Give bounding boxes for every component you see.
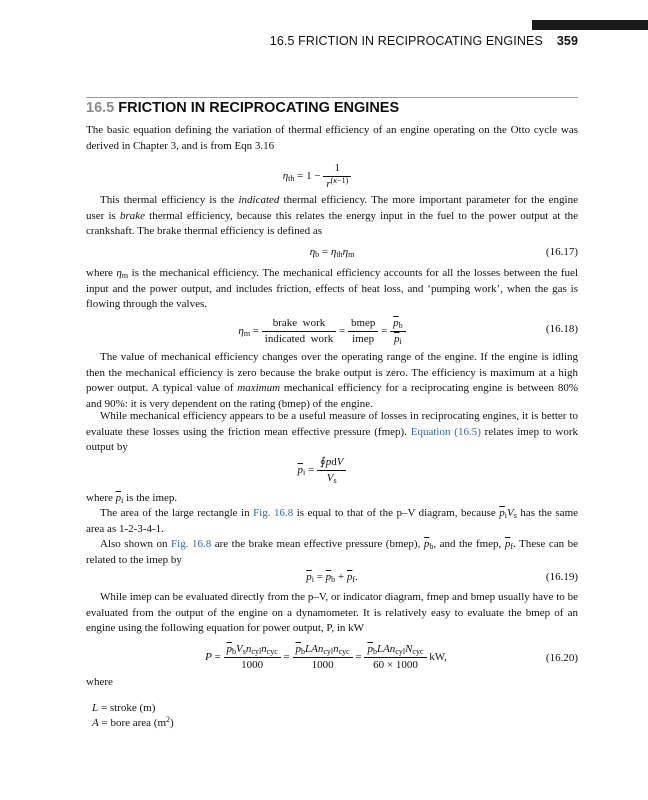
paragraph-7-text-c: has the same area as 1-2-3-4-1. [86,507,579,535]
equation-tag-16-18: (16.18) [545,323,578,335]
equation-16-5-link[interactable]: Equation (16.5) [410,425,481,438]
paragraph-7-text-a: The area of the large rectangle in [100,507,254,519]
paragraph-3-text-b: is the mechanical efficiency. The mechanical efficiency accounts for all the losses between the fuel input and the power output, and includes friction, effects of heat loss, and ‘pumping work’, when the gas is flowing through the valves. [86,267,578,311]
paragraph-3-text-a: where [86,267,117,279]
denominator-3: 60 × 1000 [373,659,418,671]
paragraph-2 [86,193,578,240]
paragraph-2-emph-b: brake [119,209,145,222]
paragraph-6-text-a: where [86,492,116,504]
equation-tag-16-19: (16.19) [545,571,578,583]
equation-tag-16-17: (16.17) [545,246,578,258]
paragraph-2-text-b: thermal efficiency. The more important parameter for the engine user is [86,194,579,222]
paragraph-4-text-a: The value of mechanical efficiency changes over the operating range of the engine. If the engine is idling then the mechanical efficiency is zero because the brake output is zero. The efficiency is maximum at a high power output. A typical value of [86,351,578,395]
paragraph-6-text-b: is the imep. [123,492,178,504]
brake-work: brake work [262,317,336,332]
fig-16-8-link-a[interactable]: Fig. 16.8 [253,507,294,519]
section-number: 16.5 [86,100,115,116]
paragraph-9-text: While imep can be evaluated directly from the p–V, or indicator diagram, fmep and bmep usually have to be evaluated from the output of the engine on a dynamometer. It is relatively easy to evaluate the bmep of an engine using the following equation for power output, P, in kW [86,591,578,635]
where-text: where [86,676,113,688]
paragraph-8-text-a: Also shown on [100,538,172,550]
paragraph-7: The area of the large rectangle in Fig. 16.8 is equal to that of the p–V diagram, because $\overline{p}_iV_s$ has the same area as 1-2-3-4-1. [86,507,579,535]
page-number: 359 [556,34,578,48]
paragraph-2-emph-a: indicated [238,194,280,206]
paragraph-8-text-c: , and the fmep, [433,538,505,550]
def-l: L = stroke (m) [92,702,156,714]
paragraph-4 [86,350,578,412]
imep: imep [352,333,375,345]
unit-kw: kW, [429,651,447,664]
paragraph-5-text-b: relates imep to work output by [86,425,578,454]
paragraph-7-text-b: is equal to that of the p–V diagram, because [293,507,500,519]
definition-list [92,701,174,731]
section-rule [86,97,578,98]
header-bar [532,20,648,30]
paragraph-3: where $\eta_m$ is the mechanical efficiency. The mechanical efficiency accounts for all the losses between the fuel input and the power output, and includes friction, effects of heat loss, and ‘pumping work’, when the gas is flowing through the valves. [86,267,578,311]
paragraph-8: Also shown on Fig. 16.8 are the brake mean effective pressure (bmep), $\overline{p}_b$, and the fmep, $\overline{p}_f$. These can be related to the imep by [86,538,578,566]
section-title: FRICTION IN RECIPROCATING ENGINES [118,100,400,116]
denominator-2: 1000 [311,659,334,671]
def-a-text: bore area (m [110,717,167,729]
paragraph-8-text-b: are the brake mean effective pressure (bmep), [211,538,424,550]
fig-16-8-link-b[interactable]: Fig. 16.8 [171,538,212,550]
running-head [0,34,578,48]
running-head-title: 16.5 FRICTION IN RECIPROCATING ENGINES [269,34,543,48]
bmep: bmep [348,317,378,332]
paragraph-1-text: The basic equation defining the variation of thermal efficiency of an engine operating on the Otto cycle was derived in Chapter 3, and is from Eqn 3.16 [86,124,578,152]
paragraph-4-emph: maximum [237,382,281,395]
equation-tag-16-20: (16.20) [545,652,578,664]
paragraph-5 [86,409,578,456]
paragraph-9 [86,590,578,637]
def-l-text: stroke (m) [109,702,156,714]
paragraph-1 [86,123,578,154]
indicated-work: indicated work [264,333,334,345]
section-heading [86,100,399,116]
where-label [86,675,578,691]
paragraph-2-text-a: This thermal efficiency is the [100,194,239,206]
paragraph-5-text-a: While mechanical efficiency appears to be a useful measure of losses in reciprocating engines, it is better to evaluate these losses using the friction mean effective pressure (fmep). [86,410,578,438]
paragraph-6: where $\overline{p}_i$ is the imep. [86,492,178,505]
paragraph-2-text-c: thermal efficiency, because this relates the energy input in the fuel to the power output at the crankshaft. The brake thermal efficiency is defined as [86,209,579,238]
paragraph-4-text-b: mechanical efficiency for a reciprocating engine is between 80% and 90%: it is very dependent on the rating (bmep) of the engine. [86,382,578,410]
denominator-1: 1000 [241,659,264,671]
paragraph-8-text-d: . These can be related to the imep by [86,538,578,566]
def-a: A = bore area $(m^2)$ [92,715,174,729]
